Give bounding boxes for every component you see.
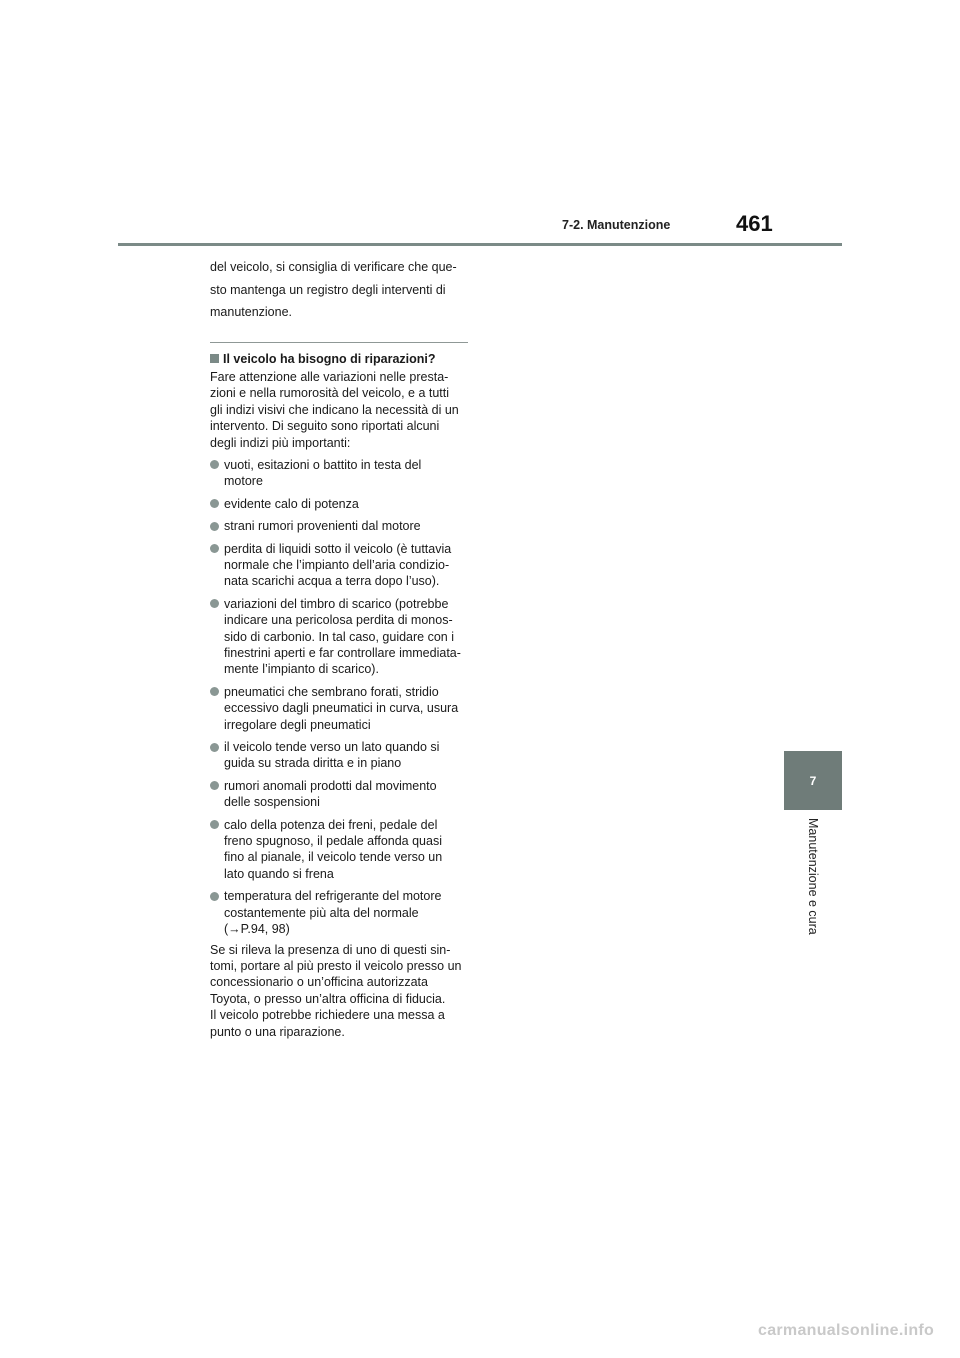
header-divider: [118, 243, 842, 246]
watermark: carmanualsonline.info: [758, 1322, 935, 1339]
circle-bullet-icon: [210, 499, 219, 508]
list-item: [210, 541, 472, 590]
list-item: [210, 496, 472, 512]
intro-line: del veicolo, si consiglia di verificare che que-: [210, 260, 457, 274]
main-content: [210, 256, 472, 1040]
symptom-list: [210, 457, 472, 938]
list-item-text: rumori anomali prodotti dal movimento delle sospensioni: [224, 778, 437, 810]
circle-bullet-icon: [210, 599, 219, 608]
list-item: [210, 778, 472, 811]
chapter-label: Manutenzione e cura: [806, 818, 820, 935]
list-item-text: variazioni del timbro di scarico (potrebbe indicare una pericolosa perdita di monos- sido di carbonio. In tal caso, guidare con i finestrini aperti e far controllare immediata- mente l’impianto di scarico).: [224, 596, 461, 677]
list-item-text: strani rumori provenienti dal motore: [224, 519, 421, 534]
list-item-text: temperatura del refrigerante del motore costantemente più alta del normale (→P.94, 98): [224, 889, 442, 937]
list-item-text: perdita di liquidi sotto il veicolo (è tuttavia normale che l’impianto dell’aria condizio- nata scarichi acqua a terra dopo l’uso).: [224, 541, 452, 589]
list-item-text: evidente calo di potenza: [224, 496, 359, 511]
list-item: [210, 518, 472, 534]
circle-bullet-icon: [210, 544, 219, 553]
list-item: [210, 684, 472, 733]
chapter-tab[interactable]: [784, 751, 842, 810]
section-header: 7-2. Manutenzione: [562, 218, 671, 232]
list-item-text: calo della potenza dei freni, pedale del freno spugnoso, il pedale affonda quasi fino al pianale, il veicolo tende verso un lato quando si frena: [224, 817, 443, 881]
circle-bullet-icon: [210, 460, 219, 469]
intro-paragraph: [210, 256, 472, 324]
section-title: [210, 351, 472, 367]
closing-paragraph: [210, 942, 472, 1040]
circle-bullet-icon: [210, 522, 219, 531]
circle-bullet-icon: [210, 743, 219, 752]
list-item: [210, 596, 472, 678]
circle-bullet-icon: [210, 892, 219, 901]
list-item-text: pneumatici che sembrano forati, stridio eccessivo dagli pneumatici in curva, usura irregolare degli pneumatici: [224, 684, 459, 732]
list-item: [210, 457, 472, 490]
list-item-text: vuoti, esitazioni o battito in testa del motore: [224, 457, 422, 489]
list-item: [210, 888, 472, 937]
chapter-number: 7: [809, 773, 817, 788]
closing-text: Il veicolo potrebbe richiedere una messa a punto o una riparazione.: [210, 1008, 445, 1039]
section-divider: [210, 342, 468, 343]
circle-bullet-icon: [210, 781, 219, 790]
intro-line: manutenzione.: [210, 305, 293, 319]
list-item-text: il veicolo tende verso un lato quando si guida su strada diritta e in piano: [224, 740, 440, 771]
page-number: 461: [736, 211, 773, 236]
section-intro: Fare attenzione alle variazioni nelle presta- zioni e nella rumorosità del veicolo, e a tutti gli indizi visivi che indicano la necessità di un intervento. Di seguito sono riportati alcuni degli indizi più importanti:: [210, 369, 459, 450]
circle-bullet-icon: [210, 820, 219, 829]
square-bullet-icon: [210, 354, 219, 363]
section-title-text: Il veicolo ha bisogno di riparazioni?: [223, 351, 436, 366]
intro-line: sto mantenga un registro degli interventi di: [210, 282, 446, 297]
list-item: [210, 739, 472, 772]
closing-text: Se si rileva la presenza di uno di questi sin- tomi, portare al più presto il veicolo presso un concessionario o un’officina autorizzata Toyota, o presso un’altra officina di fiducia.: [210, 942, 462, 1006]
list-item: [210, 817, 472, 883]
circle-bullet-icon: [210, 687, 219, 696]
